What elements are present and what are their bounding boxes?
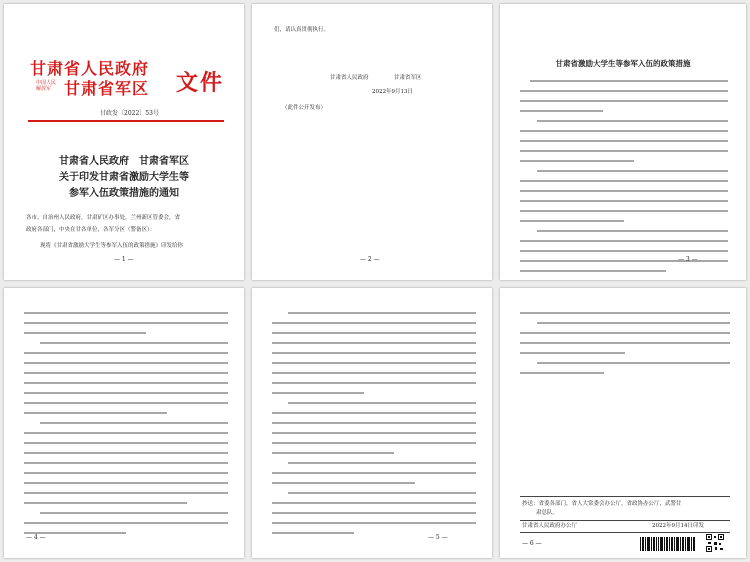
addressee-line-1: 各市、自治州人民政府，甘肃矿区办事处，兰州新区管委会，省 xyxy=(26,215,181,221)
notice-title-line-3: 参军入伍政策措施的通知 xyxy=(69,188,179,199)
document-page-1 xyxy=(4,4,244,280)
document-page-2 xyxy=(252,4,492,280)
publication-note: （此件公开发布） xyxy=(282,105,327,111)
cc-bottom-rule xyxy=(520,532,730,533)
page-number: — 5 — xyxy=(428,534,448,541)
policy-text-block xyxy=(520,312,730,382)
policy-text-block xyxy=(272,312,476,542)
issuer: 甘肃省人民政府办公厅 xyxy=(522,523,578,529)
signature-date: 2022年9月13日 xyxy=(372,89,413,95)
notice-title-line-1: 甘肃省人民政府 甘肃省军区 xyxy=(59,156,189,167)
document-page-3 xyxy=(500,4,746,280)
document-page-5 xyxy=(252,288,492,558)
red-divider xyxy=(28,120,224,122)
issue-date: 2022年9月14日印发 xyxy=(652,523,704,529)
header-org-2: 甘肃省军区 xyxy=(64,79,150,98)
policy-title: 甘肃省激励大学生等参军入伍的政策措施 xyxy=(555,59,691,68)
signature-org-2: 甘肃省军区 xyxy=(394,75,422,81)
notice-title-line-2: 关于印发甘肃省激励大学生等 xyxy=(59,172,189,183)
addressee-line-2: 政府各部门，中央在甘各单位，各军分区（警备区）： xyxy=(26,227,156,233)
header-org-small-1: 中国人民 xyxy=(36,80,57,86)
cc-top-rule xyxy=(520,496,730,497)
qr-code-icon xyxy=(706,534,724,552)
policy-text-block xyxy=(520,80,728,280)
page-number: — 4 — xyxy=(26,534,46,541)
header-org-small-2: 解放军 xyxy=(36,86,52,92)
cc-line-1: 抄送：省委各部门，省人大常委会办公厅，省政协办公厅，武警甘 xyxy=(522,501,682,507)
document-page-6 xyxy=(500,288,746,558)
page-number: — 2 — xyxy=(360,256,380,263)
document-page-4 xyxy=(4,288,244,558)
page2-top-text: 们，请认真贯彻执行。 xyxy=(274,27,330,33)
page-number: — 6 — xyxy=(522,540,542,547)
page-number: — 3 — xyxy=(678,256,698,263)
header-org-1: 甘肃省人民政府 xyxy=(30,59,150,78)
cc-mid-rule xyxy=(520,520,730,521)
signature-org-1: 甘肃省人民政府 xyxy=(330,75,369,81)
body-line-1: 现将《甘肃省激励大学生等参军入伍的政策措施》印发给你 xyxy=(40,243,184,249)
page-number: — 1 — xyxy=(114,256,134,263)
barcode-icon xyxy=(640,537,696,551)
header-wenjian: 文件 xyxy=(176,70,225,96)
cc-line-2: 肃总队。 xyxy=(536,510,559,516)
document-number: 甘政发〔2022〕53号 xyxy=(100,110,159,117)
policy-text-block xyxy=(24,312,228,542)
